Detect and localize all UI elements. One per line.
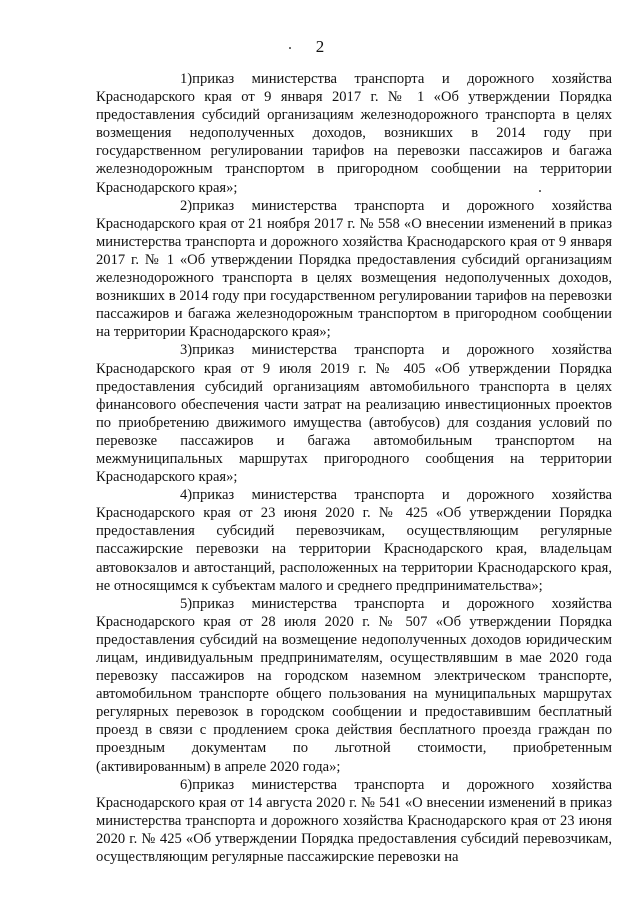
list-item-4 — [96, 486, 612, 595]
item-text: приказ министерства транспорта и дорожного хозяйства Краснодарского края от 9 января 2017 г. № 1 «Об утверждении Порядка предоставления субсидий организациям железнодорожного транспорта в целях возмещения недополученных доходов, возникших в 2014 году при государственном регулировании тарифов на перевозки пассажиров и багажа железнодорожным транспортом в пригородном сообщении на территории Краснодарского края»; — [96, 71, 612, 196]
list-item-5 — [96, 595, 612, 776]
list-item-3 — [96, 341, 612, 486]
item-text: приказ министерства транспорта и дорожного хозяйства Краснодарского края от 21 ноября 2017 г. № 558 «О внесении изменений в приказ министерства транспорта и дорожного хозяйства Краснодарского края от 9 января 2017 г. № 1 «Об утверждении Порядка предоставления субсидий организациям железнодорожного транспорта в целях возмещения недополученных доходов, возникших в 2014 году при государственном регулировании тарифов на перевозки пассажиров и багажа железнодорожным транспортом в пригородном сообщении на территории Краснодарского края»; — [96, 197, 612, 341]
item-number: 1) — [180, 71, 193, 87]
item-text: приказ министерства транспорта и дорожного хозяйства Краснодарского края от 14 августа 2020 г. № 541 «О внесении изменений в приказ министерства транспорта и дорожного хозяйства Краснодарского края от 23 июня 2020 г. № 425 «Об утверждении Порядка предоставления субсидий перевозчикам, осуществляющим регулярные пассажирские перевозки на — [96, 776, 612, 866]
list-item-2 — [96, 197, 612, 342]
page-number: 2 — [315, 37, 325, 56]
item-text: приказ министерства транспорта и дорожного хозяйства Краснодарского края от 23 июня 2020 г. № 425 «Об утверждении Порядка предоставления субсидий перевозчикам, осуществляющим регулярные пассажирские перевозки на территории Краснодарского края, владельцам автовокзалов и автостанций, расположенных на территории Краснодарского края, не относящимся к субъектам малого и среднего предпринимательства»; — [96, 487, 612, 594]
list-item-6 — [96, 776, 612, 866]
item-text: приказ министерства транспорта и дорожного хозяйства Краснодарского края от 28 июля 2020 г. № 507 «Об утверждении Порядка предоставления субсидий на возмещение недополученных доходов юридическим лицам, индивидуальным предпринимателям, осуществлявшим в мае 2020 года перевозку пассажиров на городском наземном электрическом транспорте, автомобильном транспорте общего пользования на муниципальных маршрутах регулярных перевозок в городском сообщении и предоставившим бесплатный проезд в связи с продлением срока действия бесплатного проезда граждан по проездным документам по льготной стоимости, приобретенным (активированным) в апреле 2020 года»; — [96, 595, 612, 775]
item-text: приказ министерства транспорта и дорожного хозяйства Краснодарского края от 9 июля 2019 г. № 405 «Об утверждении Порядка предоставления субсидий организациям автомобильного транспорта в целях финансового обеспечения части затрат на реализацию инвестиционных проектов по приобретению движимого имущества (автобусов) для создания условий по перевозке пассажиров и багажа автомобильным транспортом на межмуниципальных маршрутах пригородного сообщения на территории Краснодарского края»; — [96, 342, 612, 486]
item-number: 3) — [180, 342, 193, 359]
item-number: 4) — [180, 487, 193, 504]
item-number: 6) — [180, 776, 193, 793]
list-item-1 — [96, 70, 612, 197]
item-number: 2) — [180, 197, 193, 214]
document-body — [96, 70, 612, 866]
item-number: 5) — [180, 595, 193, 612]
